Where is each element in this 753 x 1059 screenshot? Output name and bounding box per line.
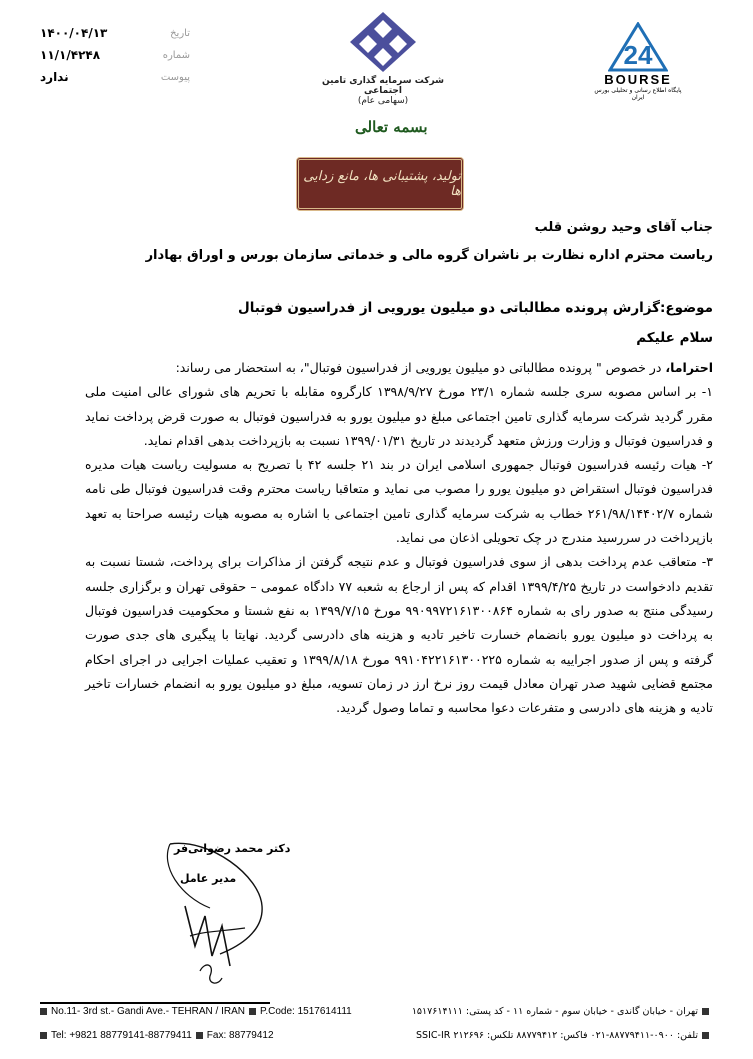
bismillah: بسمه تعالی [355, 118, 428, 136]
bullet-icon [196, 1032, 203, 1039]
attachment-row [40, 66, 190, 88]
svg-text:24: 24 [623, 40, 653, 70]
bullet-icon [702, 1032, 709, 1039]
bullet-icon [702, 1008, 709, 1015]
footer-divider-left [40, 1002, 270, 1004]
attachment-value: ندارد [40, 70, 69, 84]
footer-postcode-en: P.Code: 1517614111 [259, 1006, 352, 1017]
greeting: سلام علیکم [636, 330, 713, 346]
handwritten-signature [150, 836, 270, 996]
signer-name: دکتر محمد رضوانی‌فر [174, 842, 291, 855]
company-type: (سهامی عام) [357, 96, 409, 106]
footer-address-fa-row [412, 1006, 713, 1017]
date-value: ۱۴۰۰/۰۴/۱۳ [40, 26, 108, 40]
signer-title: مدیر عامل [180, 872, 237, 885]
footer-fax-en: Fax: 88779412 [206, 1030, 274, 1041]
footer-tel-en: Tel: +9821 88779141-88779411 [51, 1030, 192, 1041]
letter-subject: موضوع:گزارش پرونده مطالباتی دو میلیون یورویی از فدراسیون فوتبال [238, 300, 713, 316]
bourse-logo [588, 22, 688, 101]
letter-body [85, 356, 713, 720]
paragraph-3: ۳- متعاقب عدم پرداخت بدهی از سوی فدراسیون فوتبال و عدم نتیجه گرفتن از مذاکرات برای پرداخت، شستا نسبت به تقدیم دادخواست در تاریخ ۱۳۹۹/۴/۲۵ اقدام که پس از ارجاع به شعبه ۷۷ دادگاه عمومی – حقوقی تهران و برگزاری جلسه رسیدگی منتج به صدور رای به شماره ۹۹۰۹۹۷۲۱۶۱۳۰۰۸۶۴ مورخ ۱۳۹۹/۷/۱۵ به نفع شستا و محکومیت فدراسیون فوتبال به پرداخت دو میلیون یورو بانضمام خسارت تاخیر تادیه و هزینه های دادرسی گردید. نهایتا با پیگیری های جدی صورت گرفته و پس از صدور اجراییه به شماره ۹۹۱۰۴۲۲۱۶۱۳۰۰۲۲۵ مورخ ۱۳۹۹/۸/۱۸ و تعقیب عملیات اجرایی در اجرای احکام مجتمع قضایی شهید صدر تهران معادل قیمت روز نرخ ارز در زمان تسویه، مبلغ دو میلیون یورو به انضمام خسارات تاخیر تادیه و هزینه های دادرسی و متفرعات دعوا محاسبه و تماما وصول گردید. [85, 554, 713, 716]
date-label: تاریخ [170, 27, 190, 39]
slogan-text: تولید، پشتیبانی ها، مانع زدایی ها [303, 169, 461, 199]
footer-address-en: No.11- 3rd st.- Gandi Ave.- TEHRAN / IRAN [51, 1006, 245, 1017]
slogan-banner [296, 157, 464, 211]
footer-address-en-row [36, 1006, 352, 1017]
bullet-icon [40, 1008, 47, 1015]
company-logo-icon [348, 10, 418, 74]
date-row [40, 22, 190, 44]
footer-contact-fa: تلفن: ۰۹۰۰-۸۸۷۷۹۴۱۱-۰۲۱ فاکس: ۸۸۷۷۹۴۱۲ تلکس: SSIC-IR ۲۱۲۶۹۶ [416, 1030, 698, 1041]
number-label: شماره [162, 49, 190, 61]
addressee-name: جناب آقای وحید روشن قلب [534, 220, 713, 235]
bullet-icon [40, 1032, 47, 1039]
intro-paragraph [85, 356, 713, 380]
footer-address-fa: تهران - خیابان گاندی - خیابان سوم - شماره ۱۱ - کد پستی: ۱۵۱۷۶۱۴۱۱۱ [411, 1006, 698, 1017]
bullet-icon [249, 1008, 256, 1015]
company-logo [318, 10, 448, 106]
paragraph-2: ۲- هیات رئیسه فدراسیون فوتبال جمهوری اسلامی ایران در بند ۲۱ جلسه ۴۲ با تصریح به مسولیت ریاست هیات مدیره فدراسیون فوتبال استقراض دو میلیون یورو را مصوب می نماید و متعاقبا ریاست محترم وقت فدراسیون فوتبال طی نامه شماره ۲۶۱/۹۸/۱۴۴۰۲/۷ خطاب به شرکت سرمایه گذاری تامین اجتماعی با اشاره به مصوبه هیات رئیسه صراحتا به تعهد بازپرداخت در سررسید مندرج در چک تحویلی اذعان می نماید. [85, 457, 713, 546]
footer [0, 994, 753, 1059]
attachment-label: پیوست [160, 71, 190, 83]
letter-meta [40, 22, 190, 88]
company-name: شرکت سرمایه گذاری تامین اجتماعی [322, 76, 444, 96]
footer-contact-fa-row [416, 1030, 713, 1041]
addressee-title: ریاست محترم اداره نظارت بر ناشران گروه مالی و خدماتی سازمان بورس و اوراق بهادار [145, 248, 713, 263]
footer-contact-en-row [36, 1030, 274, 1041]
intro-text: در خصوص " پرونده مطالباتی دو میلیون یورویی از فدراسیون فوتبال"، به استحضار می رساند: [175, 360, 666, 375]
bourse-subtitle: پایگاه اطلاع رسانی و تحلیلی بورس ایران [594, 87, 682, 101]
bourse-wordmark: BOURSE [604, 72, 672, 87]
bourse-logo-icon [608, 22, 668, 72]
number-row [40, 44, 190, 66]
paragraph-1: ۱- بر اساس مصوبه سری جلسه شماره ۲۳/۱ مورخ ۱۳۹۸/۹/۲۷ کارگروه مقابله با تحریم های شورای عالی امنیت ملی مقرر گردید شرکت سرمایه گذاری تامین اجتماعی مبلغ دو میلیون یورو به فدراسیون فوتبال به صورت قرض پرداخت نماید و فدراسیون فوتبال و وزارت ورزش متعهد گردیدند در تاریخ ۱۳۹۹/۰۱/۳۱ نسبت به بازپرداخت بدهی اقدام نماید. [85, 384, 713, 448]
number-value: ۱۱/۱/۴۲۴۸ [40, 48, 101, 62]
intro-bold: احتراما، [665, 360, 713, 375]
